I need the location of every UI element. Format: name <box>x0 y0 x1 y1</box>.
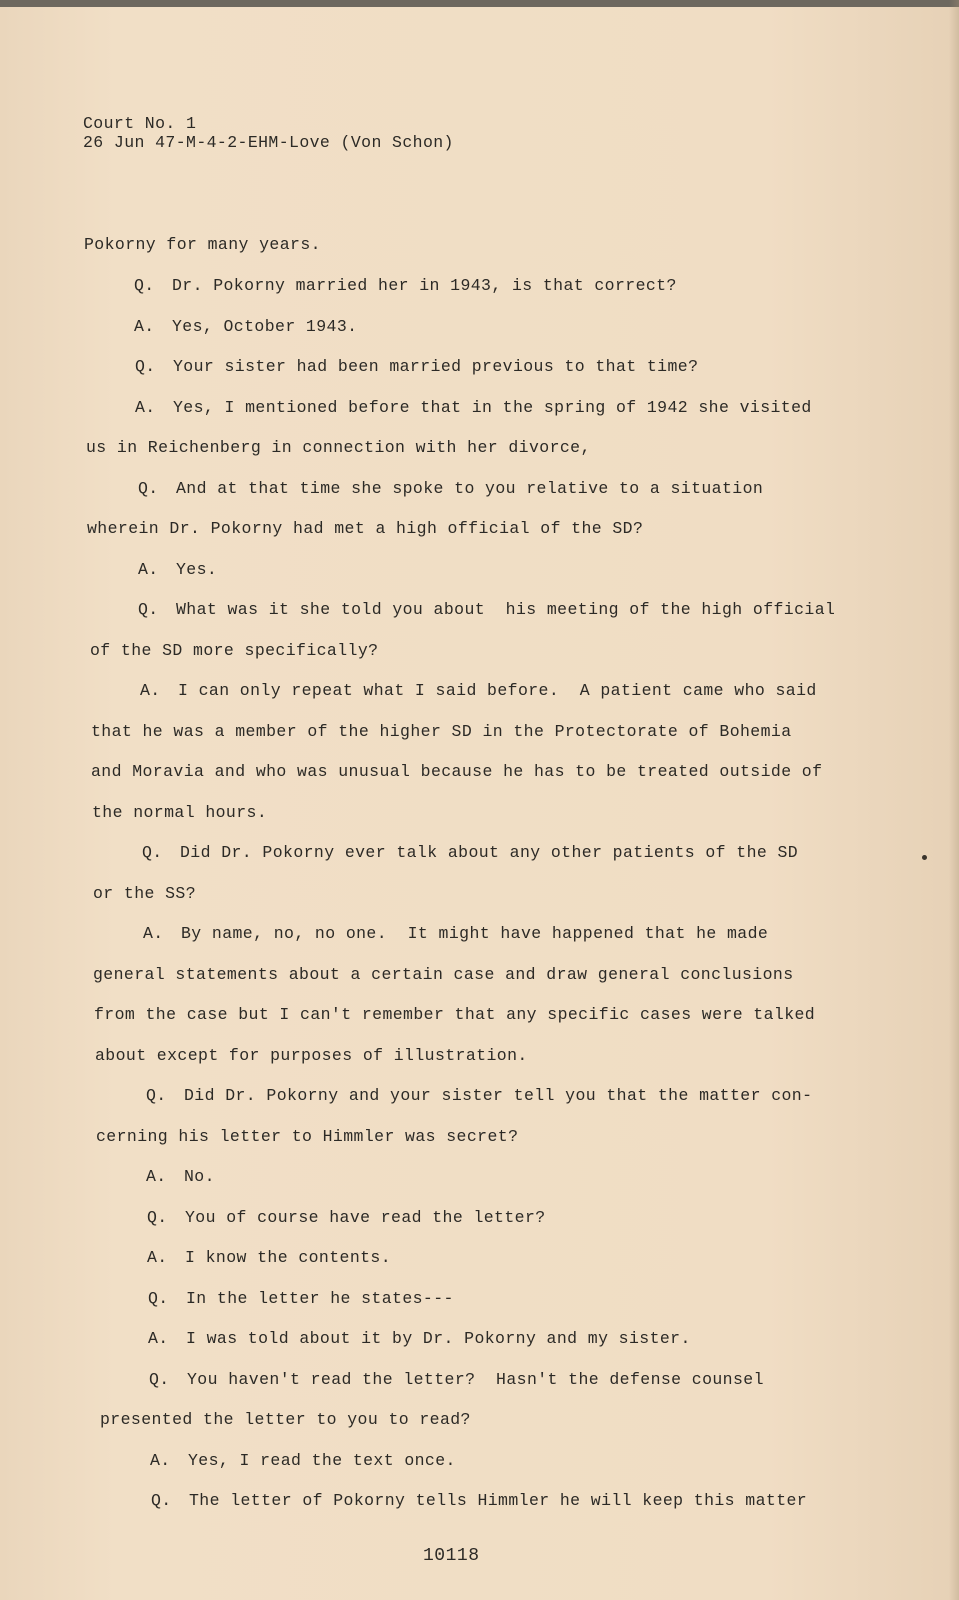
question-line: Q. In the letter he states--- <box>148 1289 454 1308</box>
speaker-label: Q. <box>134 276 155 295</box>
transcript-line: or the SS? <box>93 884 197 903</box>
answer-line: A. Yes, I mentioned before that in the spring of 1942 she visited <box>135 398 812 417</box>
question-line: Q. You haven't read the letter? Hasn't the defense counsel <box>149 1370 764 1389</box>
speaker-label: A. <box>134 317 155 336</box>
paper-speck <box>922 855 927 860</box>
transcript-line: of the SD more specifically? <box>90 641 379 660</box>
speaker-label: Q. <box>146 1086 167 1105</box>
court-number: Court No. 1 <box>83 114 197 133</box>
question-line: Q. Your sister had been married previous to that time? <box>135 357 699 376</box>
page-edge-shadow <box>949 0 959 1600</box>
speaker-label: Q. <box>135 357 156 376</box>
speaker-label: Q. <box>138 479 159 498</box>
answer-line: A. I know the contents. <box>147 1248 392 1267</box>
answer-line: A. Yes. <box>138 560 218 579</box>
transcript-line: cerning his letter to Himmler was secret? <box>96 1127 519 1146</box>
answer-line: A. Yes, I read the text once. <box>150 1451 456 1470</box>
speaker-label: A. <box>150 1451 171 1470</box>
page-number: 10118 <box>423 1546 480 1566</box>
speaker-label: Q. <box>138 600 159 619</box>
speaker-label: A. <box>146 1167 167 1186</box>
document-reference: 26 Jun 47-M-4-2-EHM-Love (Von Schon) <box>83 133 454 152</box>
speaker-label: A. <box>148 1329 169 1348</box>
transcript-line: about except for purposes of illustration. <box>95 1046 528 1065</box>
speaker-label: Q. <box>148 1289 169 1308</box>
speaker-label: Q. <box>149 1370 170 1389</box>
speaker-label: Q. <box>147 1208 168 1227</box>
question-line: Q. Dr. Pokorny married her in 1943, is that correct? <box>134 276 677 295</box>
transcript-line: presented the letter to you to read? <box>100 1410 471 1429</box>
speaker-label: A. <box>147 1248 168 1267</box>
speaker-label: A. <box>138 560 159 579</box>
answer-line: A. By name, no, no one. It might have happened that he made <box>143 924 769 943</box>
question-line: Q. Did Dr. Pokorny and your sister tell you that the matter con- <box>146 1086 813 1105</box>
transcript-line: and Moravia and who was unusual because he has to be treated outside of <box>91 762 823 781</box>
question-line: Q. What was it she told you about his meeting of the high official <box>138 600 836 619</box>
speaker-label: Q. <box>151 1491 172 1510</box>
transcript-line: us in Reichenberg in connection with her divorce, <box>86 438 591 457</box>
transcript-line: wherein Dr. Pokorny had met a high official of the SD? <box>87 519 644 538</box>
scan-top-edge <box>0 0 959 7</box>
transcript-line: from the case but I can't remember that any specific cases were talked <box>94 1005 816 1024</box>
transcript-line: that he was a member of the higher SD in the Protectorate of Bohemia <box>91 722 792 741</box>
speaker-label: A. <box>143 924 164 943</box>
answer-line: A. Yes, October 1943. <box>134 317 358 336</box>
answer-line: A. No. <box>146 1167 215 1186</box>
question-line: Q. You of course have read the letter? <box>147 1208 546 1227</box>
speaker-label: A. <box>140 681 161 700</box>
question-line: Q. The letter of Pokorny tells Himmler he will keep this matter <box>151 1491 808 1510</box>
transcript-line: Pokorny for many years. <box>84 235 321 254</box>
answer-line: A. I can only repeat what I said before. A patient came who said <box>140 681 817 700</box>
speaker-label: Q. <box>142 843 163 862</box>
question-line: Q. And at that time she spoke to you relative to a situation <box>138 479 764 498</box>
speaker-label: A. <box>135 398 156 417</box>
transcript-line: the normal hours. <box>92 803 268 822</box>
question-line: Q. Did Dr. Pokorny ever talk about any other patients of the SD <box>142 843 799 862</box>
transcript-line: general statements about a certain case and draw general conclusions <box>93 965 794 984</box>
answer-line: A. I was told about it by Dr. Pokorny and my sister. <box>148 1329 691 1348</box>
